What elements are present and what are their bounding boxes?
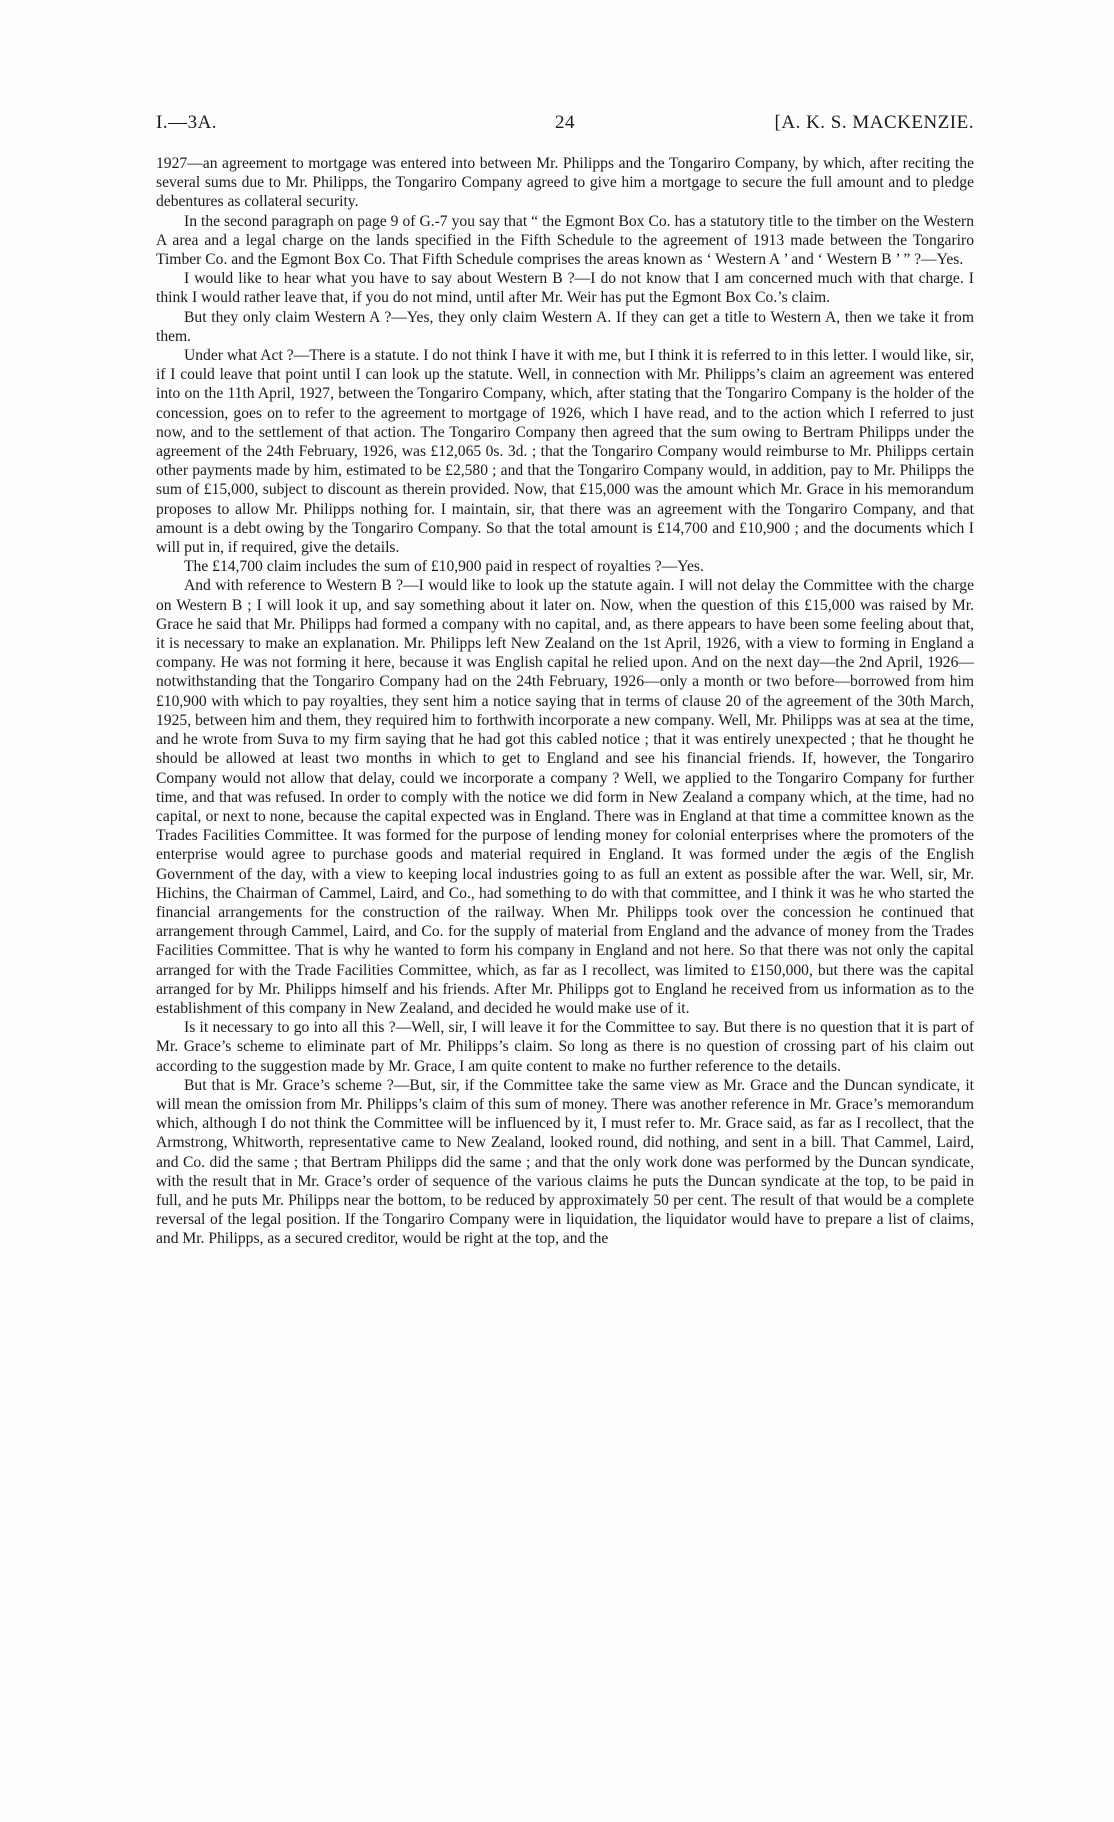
paragraph: Is it necessary to go into all this ?—Well, sir, I will leave it for the Committee to say. But there is no question that it is part of Mr. Grace’s scheme to eliminate part of Mr. Philipps’s claim. So long as there is no question of crossing part of his claim out according to the suggestion made by Mr. Grace, I am quite content to make no further reference to the details. xyxy=(156,1019,974,1075)
paragraph-continued: 1927—an agreement to mortgage was entered into between Mr. Philipps and the Tongariro Company, by which, after reciting the several sums due to Mr. Philipps, the Tongariro Company agreed to give him a mortgage to secure the full amount and to pledge debentures as collateral security. xyxy=(156,155,974,211)
paragraph: The £14,700 claim includes the sum of £10,900 paid in respect of royalties ?—Yes. xyxy=(184,558,704,576)
body-text xyxy=(156,154,974,1249)
paragraph: But that is Mr. Grace’s scheme ?—But, sir, if the Committee take the same view as Mr. Grace and the Duncan syndicate, it will mean the omission from Mr. Philipps’s claim of this sum of money. There was another reference in Mr. Grace’s memorandum which, although I do not think the Committee will be influenced by it, I must refer to. Mr. Grace said, as far as I recollect, that the Armstrong, Whitworth, representative came to New Zealand, looked round, did nothing, and sent in a bill. That Cammel, Laird, and Co. did the same ; that Bertram Philipps did the same ; and that the only work done was performed by the Duncan syndicate, with the result that in Mr. Grace’s order of sequence of the various claims he puts the Duncan syndicate at the top, to be paid in full, and he puts Mr. Philipps near the bottom, to be reduced by approximately 50 per cent. The result of that would be a complete reversal of the legal position. If the Tongariro Company were in liquidation, the liquidator would have to prepare a list of claims, and Mr. Philipps, as a secured creditor, would be right at the top, and the xyxy=(156,1076,974,1248)
paragraph: Under what Act ?—There is a statute. I do not think I have it with me, but I think it is referred to in this letter. I would like, sir, if I could leave that point until I can look up the statute. Well, in connection with Mr. Philipps’s claim an agreement was entered into on the 11th April, 1927, between the Tongariro Company, which, after stating that the Tongariro Company is the holder of the concession, goes on to refer to the agreement to mortgage of 1926, which I have read, and to the action which I referred to just now, and to the settlement of that action. The Tongariro Company then agreed that the sum owing to Bertram Philipps under the agreement of the 24th February, 1926, was £12,065 0s. 3d. ; that the Tongariro Company would reimburse to Mr. Philipps certain other payments made by him, estimated to be £2,580 ; and that the Tongariro Company would, in addition, pay to Mr. Philipps the sum of £15,000, subject to discount as therein provided. Now, that £15,000 was the amount which Mr. Grace in his memorandum proposes to allow Mr. Philipps nothing for. I maintain, sir, that there was an agreement with the Tongariro Company, and that amount is a debt owing by the Tongariro Company. So that the total amount is £14,700 and £10,900 ; and the documents which I will put in, if required, give the details. xyxy=(156,347,974,557)
paragraph: But they only claim Western A ?—Yes, they only claim Western A. If they can get a title to Western A, then we take it from them. xyxy=(156,308,974,345)
header-witness-name: [A. K. S. MACKENZIE. xyxy=(774,112,974,133)
page-number: 24 xyxy=(555,112,575,133)
running-header xyxy=(156,112,974,140)
paragraph: I would like to hear what you have to say about Western B ?—I do not know that I am concerned much with that charge. I think I would rather leave that, if you do not mind, until after Mr. Weir has put the Egmont Box Co.’s claim. xyxy=(156,270,974,307)
paragraph: In the second paragraph on page 9 of G.-7 you say that “ the Egmont Box Co. has a statutory title to the timber on the Western A area and a legal charge on the lands specified in the Fifth Schedule to the agreement of 1913 made between the Tongariro Timber Co. and the Egmont Box Co. That Fifth Schedule comprises the areas known as ‘ Western A ’ and ‘ Western B ’ ” ?—Yes. xyxy=(156,212,974,269)
header-reference: I.—3A. xyxy=(156,112,218,133)
paragraph: And with reference to Western B ?—I would like to look up the statute again. I will not delay the Committee with the charge on Western B ; I will look it up, and say something about it later on. Now, when the question of this £15,000 was raised by Mr. Grace he said that Mr. Philipps had formed a company with no capital, and, as there appears to have been some feeling about that, it is necessary to make an explanation. Mr. Philipps left New Zealand on the 1st April, 1926, with a view to forming in England a company. He was not forming it here, because it was English capital he relied upon. And on the next day—the 2nd April, 1926—notwithstanding that the Tongariro Company had on the 24th February, 1926—only a month or two before—borrowed from him £10,900 with which to pay royalties, they sent him a notice saying that in terms of clause 20 of the agreement of the 30th March, 1925, between him and them, they required him to forthwith incorporate a new company. Well, Mr. Philipps was at sea at the time, and he wrote from Suva to my firm saying that he had got this cabled notice ; that it was entirely unexpected ; that he thought he should be allowed at least two months in which to get to England and see his financial friends. If, however, the Tongariro Company would not allow that delay, could we incorporate a company ? Well, we applied to the Tongariro Company for further time, and that was refused. In order to comply with the notice we did form in New Zealand a company which, at the time, had no capital, or next to none, because the capital expected was in England. There was in England at that time a committee known as the Trades Facilities Committee. It was formed for the purpose of lending money for colonial enterprises where the promoters of the enterprise would agree to purchase goods and material required in England. It was formed under the ægis of the English Government of the day, with a view to keeping local industries going to as full an extent as possible after the war. Well, sir, Mr. Hichins, the Chairman of Cammel, Laird, and Co., had something to do with that committee, and I think it was he who started the financial arrangements for the construction of the railway. When Mr. Philipps took over the concession he continued that arrangement through Cammel, Laird, and Co. for the supply of material from England and the advance of money from the Trades Facilities Committee. That is why he wanted to form his company in England and not here. So that there was not only the capital arranged for with the Trade Facilities Committee, which, as far as I recollect, was limited to £150,000, but there was the capital arranged for by Mr. Philipps himself and his friends. After Mr. Philipps got to England he received from us information as to the establishment of this company in New Zealand, and decided he would make use of it. xyxy=(156,577,974,1017)
